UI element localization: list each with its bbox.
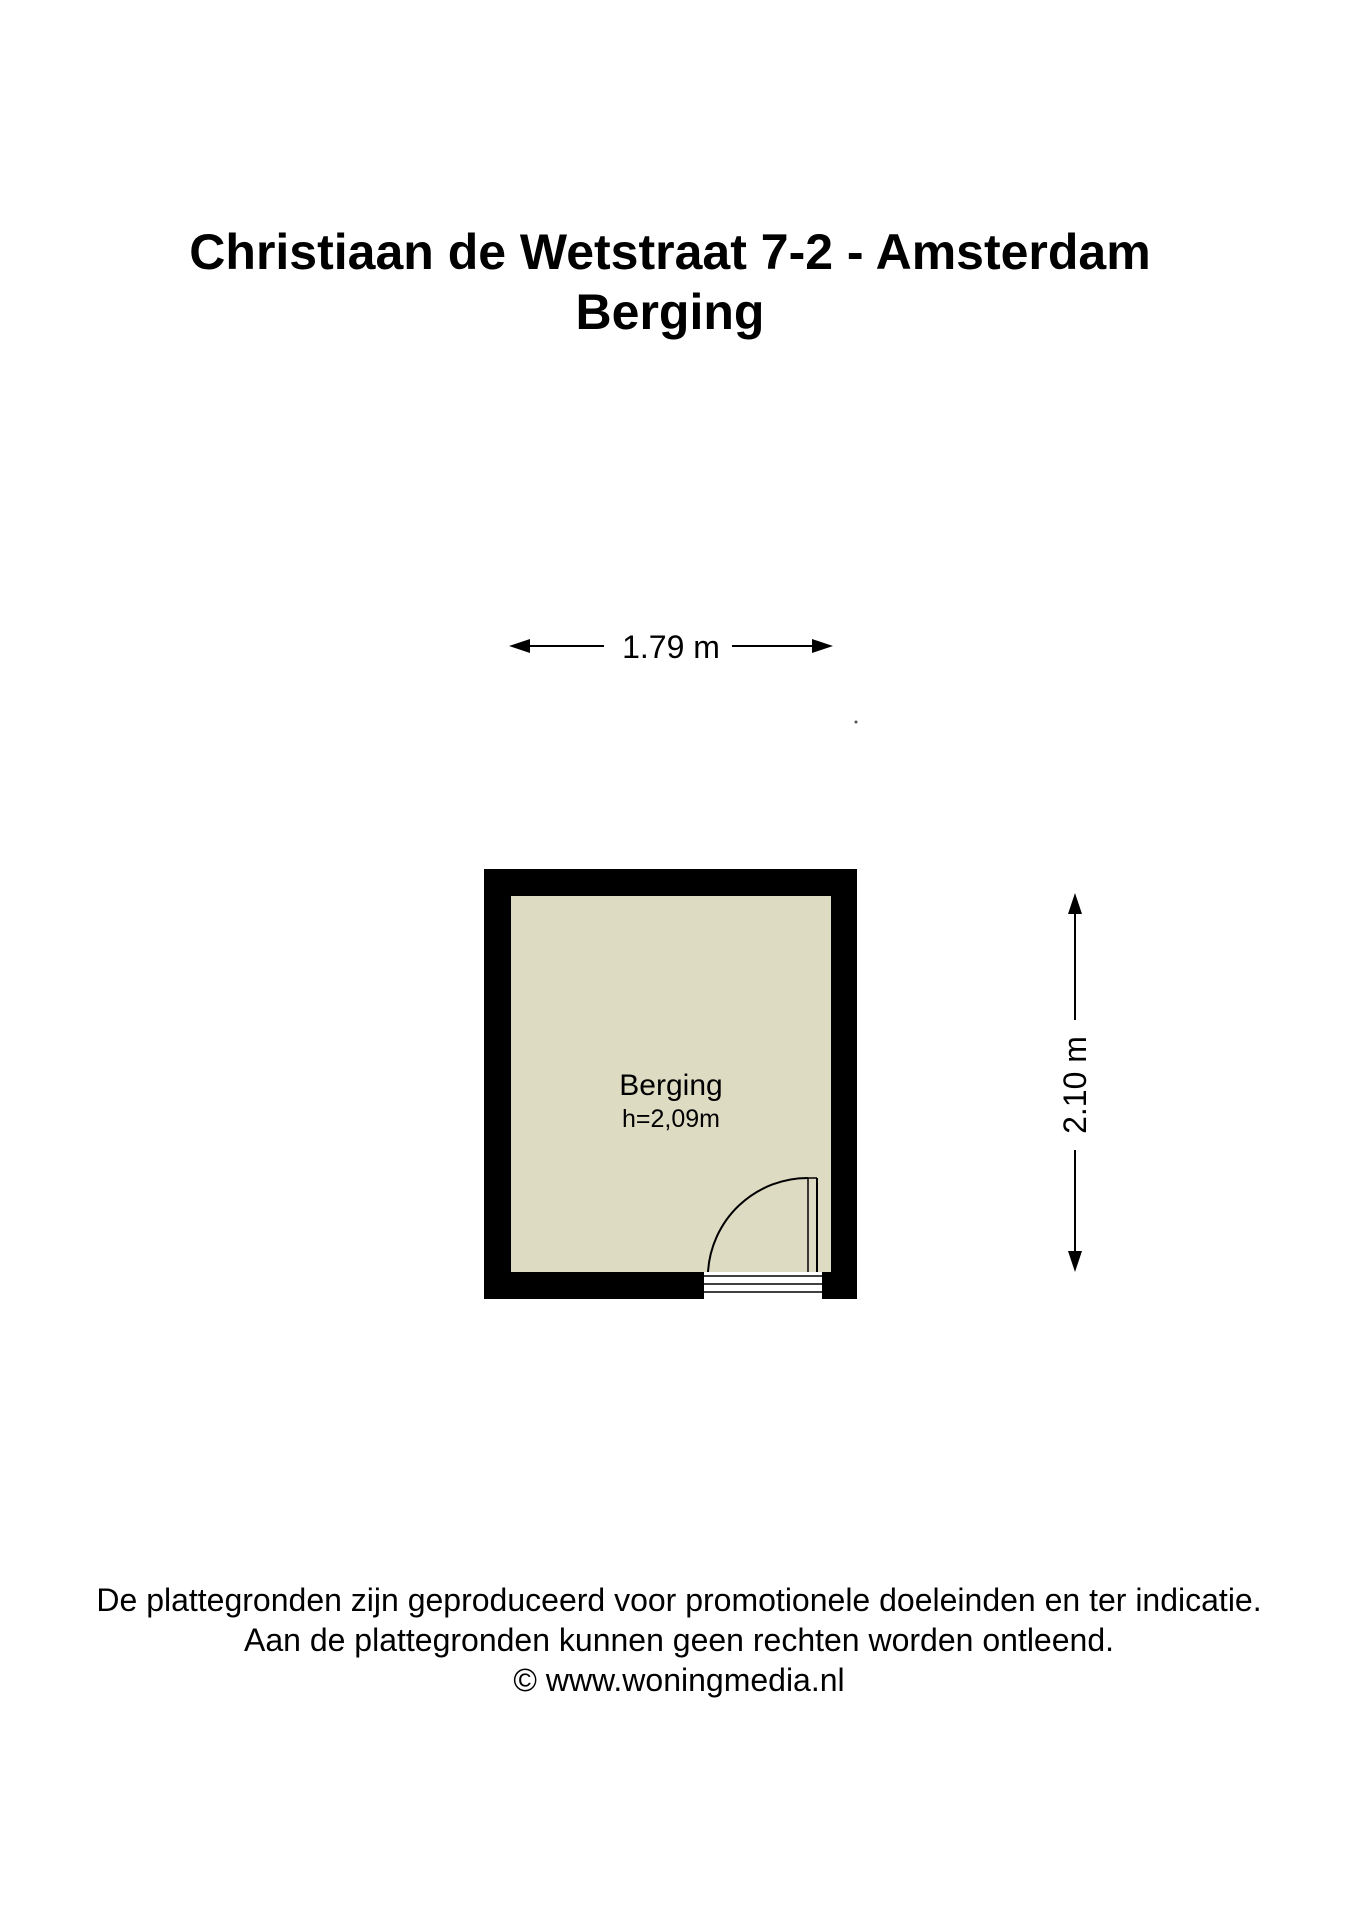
disclaimer-text-2: Aan de plattegronden kunnen geen rechten worden ontleend. xyxy=(243,1622,1114,1658)
door-jamb-left xyxy=(695,1272,704,1299)
depth-dimension-arrow-bottom xyxy=(1068,1251,1082,1272)
room-label: Berging xyxy=(619,1069,723,1102)
width-dimension-arrow-left xyxy=(509,639,530,653)
width-dimension-arrow-right xyxy=(812,639,833,653)
stray-dot xyxy=(855,721,858,724)
width-dimension xyxy=(509,629,833,665)
copyright-text: © www.woningmedia.nl xyxy=(513,1662,845,1698)
page-title: Christiaan de Wetstraat 7-2 - Amsterdam xyxy=(189,224,1151,280)
disclaimer-text: De plattegronden zijn geproduceerd voor promotionele doeleinden en ter indicatie. xyxy=(96,1582,1262,1618)
room-height-label: h=2,09m xyxy=(622,1105,720,1133)
width-dimension-label: 1.79 m xyxy=(622,629,720,665)
door-jamb-right xyxy=(822,1272,831,1299)
page-subtitle: Berging xyxy=(575,284,765,340)
depth-dimension-arrow-top xyxy=(1068,893,1082,914)
depth-dimension xyxy=(1057,893,1093,1272)
depth-dimension-label: 2.10 m xyxy=(1057,1036,1093,1134)
